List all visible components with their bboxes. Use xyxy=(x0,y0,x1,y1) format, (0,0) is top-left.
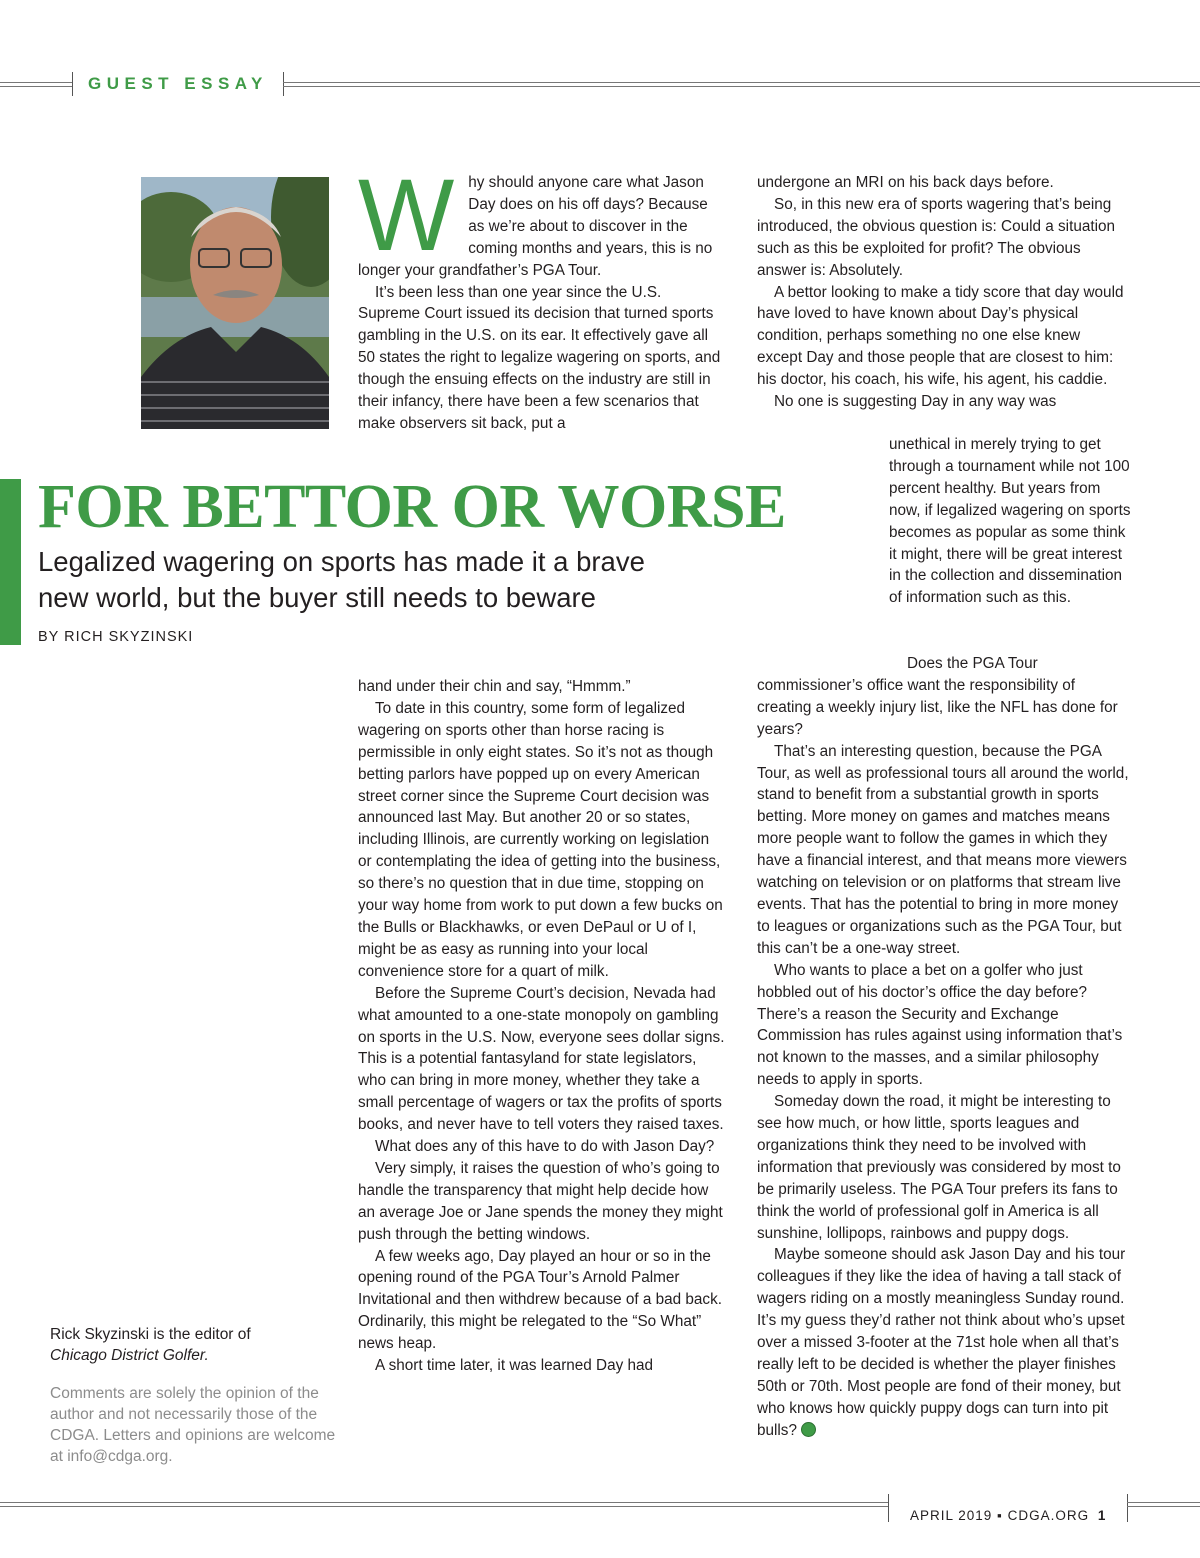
bottom-rule-tick-left xyxy=(888,1494,889,1522)
body-paragraph: No one is suggesting Day in any way was xyxy=(774,393,1057,411)
body-paragraph: hand under their chin and say, “Hmmm.” xyxy=(358,678,631,695)
folio xyxy=(910,1508,1106,1523)
author-photo xyxy=(141,177,329,429)
body-paragraph: Very simply, it raises the question of who’s going to handle the transparency that might help decide how an average Joe or Jane spends the money they might push through the betting windows. xyxy=(358,1159,723,1243)
opinion-disclaimer: Comments are solely the opinion of the author and not necessarily those of the CDGA. Letters and opinions are welcome at info@cdga.org. xyxy=(50,1385,336,1465)
body-paragraph: unethical in merely trying to get through a tournament while not 100 percent healthy. But years from now, if legalized wagering on sports becomes as popular as some think it might, there will be great interest in the collection and dissemination of information such as this. xyxy=(889,436,1131,607)
closing-paragraph-text: Maybe someone should ask Jason Day and his tour colleagues if they like the idea of having a tall stack of wagers riding on a mostly meaningless Sunday round. It’s my guess they’d rather not think about who’s upset over a missed 3-footer at the 71st hole when all that’s really left to be decided is whether the player finishes 50th or 70th. Most people are fond of their money, but who knows how quickly puppy dogs can turn into pit bulls? xyxy=(757,1246,1126,1439)
body-paragraph: Someday down the road, it might be interesting to see how much, or how little, sports leagues and organizations think they need to be involved with information that previously was considered by most to be primarily useless. The PGA Tour prefers its fans to think the world of professional golf in America is all sunshine, lollipops, rainbows and puppy dogs. xyxy=(757,1093,1121,1242)
deck xyxy=(38,544,758,616)
bottom-rule-tick-right xyxy=(1127,1494,1128,1522)
end-mark-icon xyxy=(801,1422,816,1437)
bottom-rule-left xyxy=(0,1502,888,1507)
body-paragraph: A bettor looking to make a tidy score that day would have loved to have known about Day’s physical condition, perhaps something no one else knew except Day and those people that are closest to him: his doctor, his coach, his wife, his agent, his caddie. xyxy=(757,283,1124,389)
article-column-3-top xyxy=(757,172,1129,413)
body-paragraph: To date in this country, some form of legalized wagering on sports other than horse racing is permissible in only eight states. So it’s not as though betting parlors have popped up on every American street corner since the Supreme Court decision was announced last May. But another 20 or so states, including Illinois, are currently working on legislation or contemplating the idea of getting into the business, so there’s no question that in due time, stopping on your way home from work to put down a few bucks on the Bulls or Blackhawks, or even DePaul or U of I, might be as easy as running into your local convenience store for a quart of milk. xyxy=(358,699,723,980)
article-column-3-narrow xyxy=(889,434,1131,609)
byline: BY RICH SKYZINSKI xyxy=(38,629,194,645)
body-paragraph: Before the Supreme Court’s decision, Nevada had what amounted to a one-state monopoly on gambling on sports in the U.S. Now, everyone sees dollar signs. This is a potential fantasyland for state legislators, who can bring in more money, whether they take a small percentage of wagers or tax the profits of sports books, and never have to tell voters they raised taxes. xyxy=(358,984,725,1134)
top-rule-right xyxy=(283,82,1200,87)
article-column-2-bottom xyxy=(358,676,726,1377)
body-paragraph: That’s an interesting question, because the PGA Tour, as well as professional tours all around the world, stand to benefit from a substantial growth in sports betting. More money on games and matches means more people want to follow the games in which they have a financial interest, and that means more viewers watching on television or on platforms that stream live events. That has the potential to bring in more money to leagues or organizations such as the PGA Tour, but this can’t be a one-way street. xyxy=(757,742,1129,957)
body-paragraph: undergone an MRI on his back days before. xyxy=(757,174,1054,191)
deck-line-2: new world, but the buyer still needs to beware xyxy=(38,582,596,613)
headline-accent-bar xyxy=(0,479,21,645)
body-paragraph: Does the PGA Tour commissioner’s office want the responsibility of creating a weekly injury list, like the NFL has done for years? xyxy=(757,655,1118,738)
body-paragraph xyxy=(757,1244,1129,1441)
author-portrait-image xyxy=(141,177,329,429)
body-paragraph: It’s been less than one year since the U.S. Supreme Court issued its decision that turned sports gambling in the U.S. on its ear. It effectively gave all 50 states the right to legalize wagering on sports, and though the ensuing effects on the industry are still in their infancy, there have been a few scenarios that make observers sit back, put a xyxy=(358,283,721,432)
author-bio xyxy=(50,1324,340,1366)
body-paragraph: A few weeks ago, Day played an hour or so in the opening round of the PGA Tour’s Arnold Palmer Invitational and then withdrew because of a bad back. Ordinarily, this might be relegated to the “So What” news heap. xyxy=(358,1247,722,1353)
article-column-3-bottom xyxy=(757,653,1129,1442)
lead-paragraph: Why should anyone care what Jason Day does on his off days? Because as we’re about to discover in the coming months and years, this is no longer your grandfather’s PGA Tour. xyxy=(358,158,713,279)
page-number: 1 xyxy=(1097,1508,1107,1523)
section-kicker: GUEST ESSAY xyxy=(88,74,268,93)
article-column-2-top xyxy=(358,158,726,435)
body-paragraph: Who wants to place a bet on a golfer who just hobbled out of his doctor’s office the day before? There’s a reason the Security and Exchange Commission has rules against using information that’s not known to the masses, and a similar philosophy needs to apply in sports. xyxy=(757,961,1123,1089)
top-rule-left xyxy=(0,82,72,87)
top-rule-tick-left xyxy=(72,72,73,96)
body-paragraph: So, in this new era of sports wagering that’s being introduced, the obvious question is: Could a situation such as this be exploited for profit? The obvious answer is: Absolutely. xyxy=(757,195,1116,279)
deck-line-1: Legalized wagering on sports has made it a brave xyxy=(38,546,645,577)
folio-text: APRIL 2019 ▪ CDGA.ORG xyxy=(910,1508,1090,1523)
bottom-rule-right xyxy=(1127,1502,1200,1507)
drop-cap: W xyxy=(358,158,455,272)
body-paragraph: A short time later, it was learned Day had xyxy=(375,1357,654,1375)
publication-name: Chicago District Golfer. xyxy=(50,1347,209,1364)
author-bio-line: Rick Skyzinski is the editor of xyxy=(50,1326,251,1343)
headline: FOR BETTOR OR WORSE xyxy=(38,473,786,541)
body-paragraph: What does any of this have to do with Jason Day? xyxy=(375,1138,715,1156)
